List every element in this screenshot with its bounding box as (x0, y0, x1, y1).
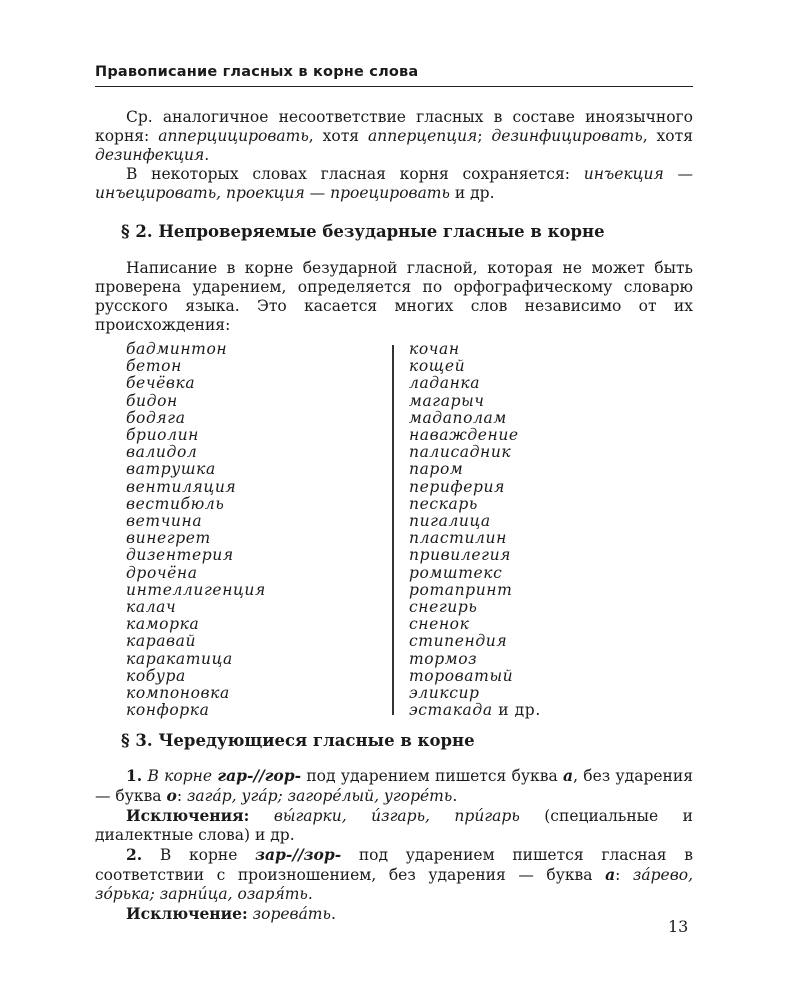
word: эстакада (409, 701, 493, 720)
example-word: дезинфицировать (491, 127, 643, 145)
word: ромштекс (409, 563, 503, 582)
letter: а (605, 865, 616, 884)
example-word: апперцицировать (158, 127, 309, 145)
letter: о (166, 786, 177, 805)
word: эликсир (409, 684, 480, 703)
word: привилегия (409, 546, 512, 565)
letter: а (563, 766, 574, 785)
text-run: ; (477, 127, 492, 145)
word: снегирь (409, 598, 478, 617)
text-run: , хотя (308, 127, 368, 145)
word: кощей (409, 357, 466, 376)
word: компоновка (126, 684, 230, 703)
text-run: В корне (142, 846, 256, 864)
word: бидон (126, 391, 178, 410)
word: пигалица (409, 512, 491, 531)
word: пластилин (409, 529, 507, 548)
rule-2 (95, 845, 693, 904)
word: ватрушка (126, 460, 216, 479)
word-column-right (409, 341, 541, 719)
word: пескарь (409, 494, 478, 513)
intro-paragraph-2 (95, 165, 693, 203)
rule-1 (95, 766, 693, 806)
text-run: . (330, 905, 336, 923)
text-run: , без ударения — буква (95, 767, 693, 805)
rule-number: 1. (126, 766, 143, 785)
word: мадаполам (409, 408, 507, 427)
word: валидол (126, 443, 198, 462)
word: калач (126, 598, 177, 617)
text-run: В некоторых словах гласная корня сохраняется: (126, 165, 584, 183)
rule-2-exception (95, 904, 693, 924)
word: каракатица (126, 649, 233, 668)
section-2-heading: § 2. Непроверяемые безударные гласные в корне (121, 222, 605, 241)
exception-label: Исключение: (126, 904, 248, 923)
word: каравай (126, 632, 197, 651)
section-3-heading: § 3. Чередующиеся гласные в корне (121, 731, 475, 750)
word: паром (409, 460, 464, 479)
word: вентиляция (126, 477, 237, 496)
root-label: зар-//зор- (255, 845, 342, 864)
example-word: апперцепция (367, 127, 478, 145)
rule-1-exceptions (95, 806, 693, 845)
word: ротапринт (409, 580, 513, 599)
word: интеллигенция (126, 580, 266, 599)
word: ладанка (409, 374, 481, 393)
word: палисадник (409, 443, 512, 462)
example-word: инъекция — инъецировать, проекция — проецировать (95, 165, 693, 202)
word-last-line (409, 702, 541, 719)
example-words: вы́гарки, и́згарь, при́гарь (249, 807, 520, 825)
word: кочан (409, 340, 460, 358)
word: наваждение (409, 426, 519, 445)
example-words: зоревáть (247, 905, 331, 923)
column-divider (392, 345, 394, 715)
text-run: , хотя (642, 127, 693, 145)
running-header: Правописание гласных в корне слова (95, 64, 693, 87)
word: дрочёна (126, 563, 198, 582)
section-2-text: Написание в корне безударной гласной, которая не может быть проверена ударением, определяется по орфографическому словарю русского языка. Это касается многих слов независимо от их происхождения: (95, 259, 693, 334)
word-list (126, 340, 693, 720)
word: дизентерия (126, 546, 234, 565)
text-run: Ср. аналогичное несоответствие гласных в составе иноязычного корня: (95, 108, 693, 145)
word: вестибюль (126, 494, 225, 513)
word: конфорка (126, 701, 210, 720)
page-number: 13 (668, 917, 689, 936)
word: бадминтон (126, 340, 228, 358)
intro-paragraph-1 (95, 108, 693, 165)
text-run: . (452, 787, 458, 805)
exceptions-label: Исключения: (126, 806, 250, 825)
text-run: В корне (142, 767, 218, 785)
word: бодяга (126, 408, 186, 427)
word: бетон (126, 357, 182, 376)
word: бриолин (126, 426, 199, 445)
text-run: . (307, 885, 313, 903)
list-tail: и др. (492, 701, 541, 720)
word: ветчина (126, 512, 203, 531)
word: бечёвка (126, 374, 196, 393)
word: сненок (409, 615, 470, 634)
word: каморка (126, 615, 200, 634)
word: тормоз (409, 649, 478, 668)
text-run: : (176, 787, 187, 805)
word: винегрет (126, 529, 211, 548)
text-run: : (615, 866, 633, 884)
text-run: . (204, 146, 210, 164)
text-run: под ударением пишется буква (301, 767, 564, 785)
root-label: гар-//гор- (217, 766, 302, 785)
example-words: загáр, угáр; загорéлый, угорéть (186, 787, 453, 805)
word: стипендия (409, 632, 508, 651)
example-words: зáрево, зóрька; зарни́ца, озаря́ть (95, 866, 693, 903)
word: кобура (126, 666, 186, 685)
example-word: дезинфекция (95, 146, 205, 164)
word: магарыч (409, 391, 485, 410)
text-run: (специальные и диалектные слова) и др. (95, 807, 693, 844)
word-column-left (126, 341, 266, 719)
word: периферия (409, 477, 505, 496)
word: тороватый (409, 666, 514, 685)
page-body (95, 108, 693, 924)
rule-number: 2. (126, 845, 143, 864)
text-run: и др. (449, 184, 495, 202)
text-run: под ударением пишется гласная в соответствии с произношением, без ударения — буква (95, 846, 693, 884)
